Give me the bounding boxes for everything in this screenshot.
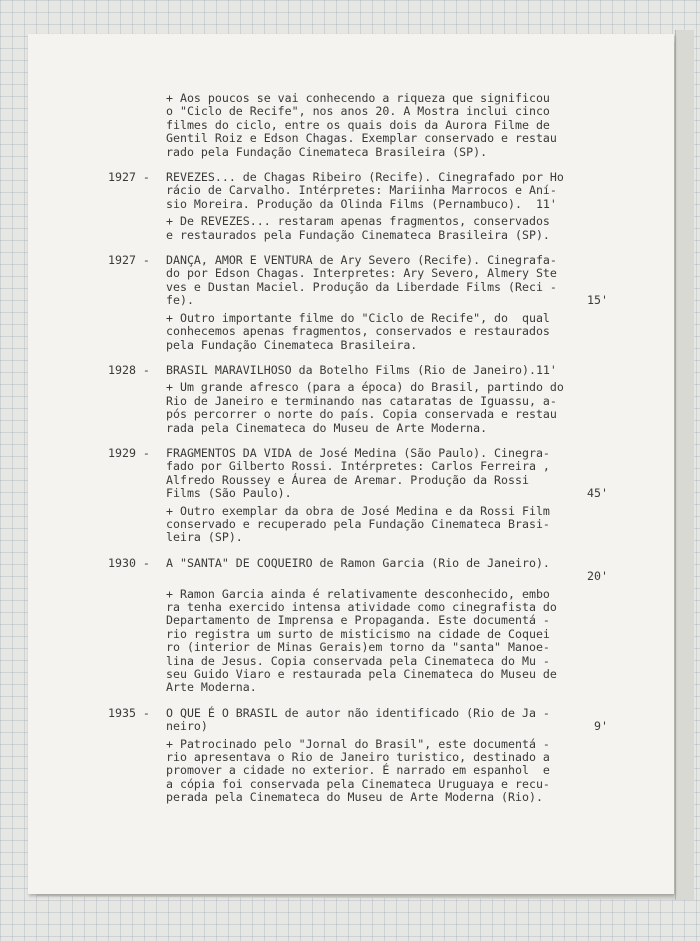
entry-line: fado por Gilberto Rossi. Intérpretes: Carlos Ferreira , — [166, 459, 550, 474]
note-line: + Um grande afresco (para a época) do Brasil, partindo do — [166, 380, 564, 395]
entry-line: REVEZES... de Chagas Ribeiro (Recife). Cinegrafado por Ho — [166, 170, 564, 185]
note-line: rio apresentava o Rio de Janeiro turistico, destinado a — [166, 750, 550, 765]
entry-body — [166, 707, 608, 805]
film-entry — [108, 447, 608, 545]
note-line: + Ramon Garcia ainda é relativamente desconhecido, embo — [166, 586, 550, 601]
entry-year: 1927 - — [108, 170, 150, 185]
entry-duration: 20' — [587, 569, 608, 584]
entry-year: 1929 - — [108, 445, 150, 460]
entry-body — [166, 447, 608, 545]
intro-line: rado pela Fundação Cinemateca Brasileira (SP). — [166, 144, 488, 159]
note-line: ra tenha exercido intensa atividade como cinegrafista do — [166, 600, 557, 614]
film-entry — [108, 254, 608, 352]
entry-line: ves e Dustan Maciel. Produção da Liberdade Films (Reci - — [166, 279, 557, 294]
intro-line: o "Ciclo de Recife", nos anos 20. A Mostra inclui cinco — [166, 104, 550, 119]
film-entry — [108, 707, 608, 805]
entry-line: A "SANTA" DE COQUEIRO de Ramon Garcia (Rio de Janeiro). — [166, 555, 550, 570]
note-line: lina de Jesus. Copia conservada pela Cinemateca do Mu - — [166, 653, 550, 668]
entry-body — [166, 254, 608, 352]
note-line: + Outro importante filme do "Ciclo de Recife", do qual — [166, 310, 550, 325]
entry-year: 1930 - — [108, 555, 150, 570]
entry-duration: 15' — [587, 293, 608, 308]
entry-duration: 9' — [594, 719, 608, 734]
entry-line: DANÇA, AMOR E VENTURA de Ary Severo (Recife). Cinegrafa- — [166, 253, 557, 268]
entry-year: 1935 - — [108, 705, 150, 720]
note-line: rio registra um surto de misticismo na cidade de Coquei — [166, 626, 550, 641]
note-line: conservado e recuperado pela Fundação Cinemateca Brasi- — [166, 516, 550, 531]
intro-line: + Aos poucos se vai conhecendo a riqueza que significou — [166, 91, 550, 105]
note-line: ro (interior de Minas Gerais)em torno da "santa" Manoe- — [166, 640, 550, 655]
entry-line: do por Edson Chagas. Interpretes: Ary Severo, Almery Ste — [166, 266, 557, 281]
entry-note — [166, 588, 608, 695]
page-content — [108, 92, 608, 817]
entry-line: Films (São Paulo). — [166, 486, 292, 501]
note-line: Departamento de Imprensa e Propaganda. Este documentá - — [166, 613, 550, 628]
note-line: rada pela Cinemateca do Museu de Arte Moderna. — [166, 420, 488, 435]
entry-line: BRASIL MARAVILHOSO da Botelho Films (Rio de Janeiro).11' — [166, 362, 557, 377]
entry-year: 1928 - — [108, 362, 150, 377]
entry-line: neiro) — [166, 719, 208, 734]
entry-note — [166, 381, 608, 435]
entry-line: sio Moreira. Produção da Olinda Films (Pernambuco). 11' — [166, 196, 557, 211]
note-line: Arte Moderna. — [166, 680, 257, 695]
note-line: conhecemos apenas fragmentos, conservados e restaurados — [166, 324, 550, 339]
note-line: + Outro exemplar da obra de José Medina e da Rossi Film — [166, 503, 550, 518]
entry-body — [166, 364, 608, 435]
entry-note — [166, 215, 608, 242]
entry-line: O QUE É O BRASIL de autor não identificado (Rio de Ja - — [166, 705, 550, 720]
underlying-sheet-edge — [675, 30, 694, 900]
intro-line: filmes do ciclo, entre os quais dois da Aurora Filme de — [166, 117, 550, 132]
note-line: e restaurados pela Fundação Cinemateca Brasileira (SP). — [166, 227, 550, 242]
note-line: pós percorrer o norte do país. Copia conservada e restau — [166, 407, 557, 422]
note-line: leira (SP). — [166, 530, 243, 545]
note-line: Rio de Janeiro e terminando nas cataratas de Iguassu, a- — [166, 393, 557, 408]
entry-line: Alfredo Roussey e Áurea de Aremar. Produção da Rossi — [166, 472, 529, 487]
intro-line: Gentil Roiz e Edson Chagas. Exemplar conservado e restau — [166, 131, 557, 146]
entry-line: FRAGMENTOS DA VIDA de José Medina (São Paulo). Cinegra- — [166, 445, 550, 460]
entry-note — [166, 312, 608, 352]
note-line: + Patrocinado pelo "Jornal do Brasil", este documentá - — [166, 736, 550, 751]
entry-body — [166, 557, 608, 695]
film-entry — [108, 364, 608, 435]
note-line: perada pela Cinemateca do Museu de Arte Moderna (Rio). — [166, 790, 543, 805]
intro-paragraph — [166, 92, 608, 159]
note-line: promover a cidade no exterior. É narrado em espanhol e — [166, 763, 550, 778]
film-entry — [108, 171, 608, 242]
film-entry — [108, 557, 608, 695]
entry-year: 1927 - — [108, 253, 150, 268]
entry-note — [166, 505, 608, 545]
entry-note — [166, 738, 608, 805]
note-line: seu Guido Viaro e restaurada pela Cinemateca do Museu de — [166, 667, 557, 682]
entry-line: rácio de Carvalho. Intérpretes: Mariinha Marrocos e Aní- — [166, 183, 557, 198]
entry-line: fe). — [166, 293, 194, 308]
entry-duration: 45' — [587, 486, 608, 501]
note-line: + De REVEZES... restaram apenas fragmentos, conservados — [166, 214, 550, 229]
entry-body — [166, 171, 608, 242]
note-line: pela Fundação Cinemateca Brasileira. — [166, 337, 418, 352]
note-line: a cópia foi conservada pela Cinemateca Uruguaya e recu- — [166, 776, 550, 791]
